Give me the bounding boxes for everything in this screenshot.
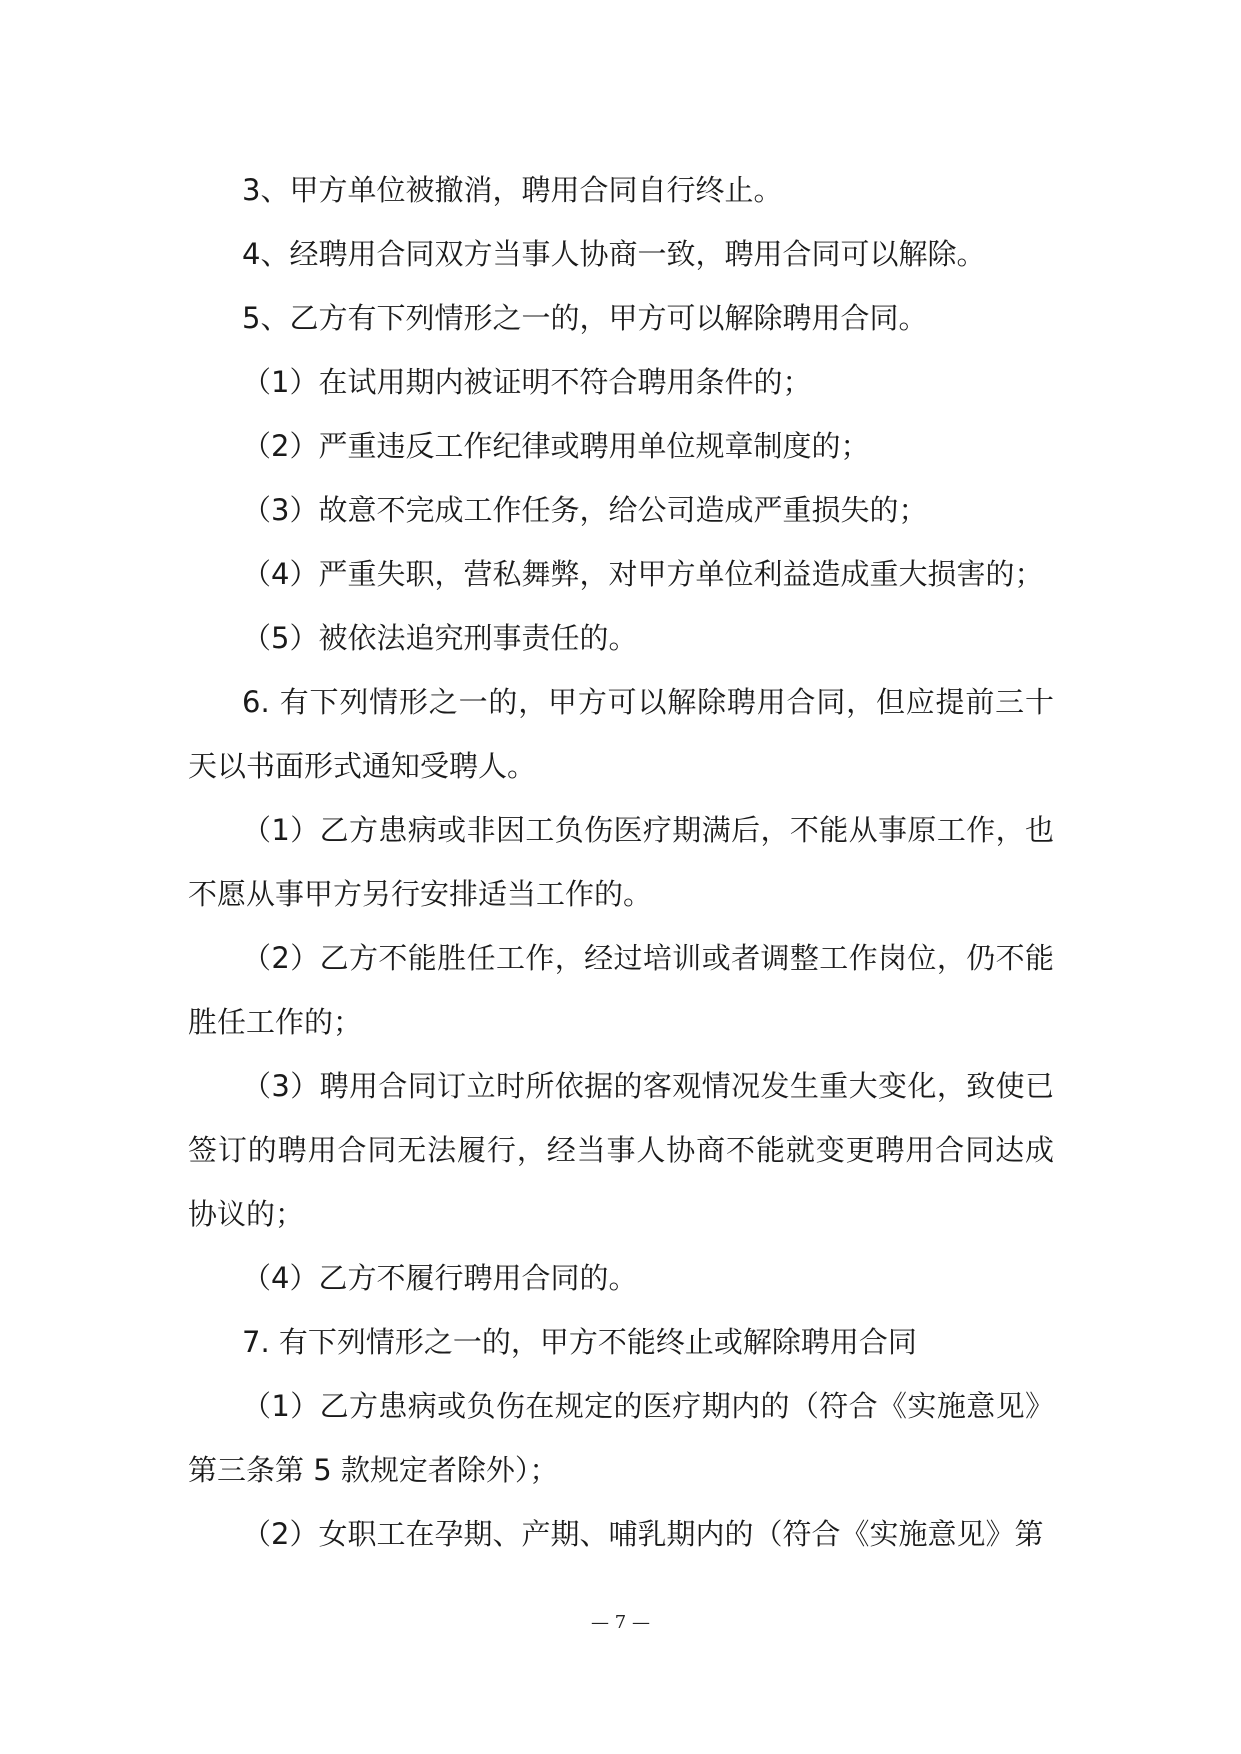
paragraph-clause-5-item-4: （4）严重失职，营私舞弊，对甲方单位利益造成重大损害的； (242, 557, 1044, 591)
paragraph-clause-5-item-2: （2）严重违反工作纪律或聘用单位规章制度的； (242, 429, 870, 463)
paragraph-clause-5-item-5: （5）被依法追究刑事责任的。 (242, 621, 638, 655)
page-number: — 7 — (591, 1612, 650, 1633)
paragraph-clause-3: 3、甲方单位被撤消，聘用合同自行终止。 (242, 173, 783, 207)
paragraph-clause-7-item-1: （1）乙方患病或负伤在规定的医疗期内的（符合《实施意见》第三条第 5 款规定者除外）； (188, 1389, 1054, 1487)
paragraph-clause-6-item-3: （3）聘用合同订立时所依据的客观情况发生重大变化，致使已签订的聘用合同无法履行，经当事人协商不能就变更聘用合同达成协议的； (188, 1069, 1054, 1231)
paragraph-clause-4: 4、经聘用合同双方当事人协商一致，聘用合同可以解除。 (242, 237, 986, 271)
paragraph-clause-6-item-1: （1）乙方患病或非因工负伤医疗期满后，不能从事原工作，也不愿从事甲方另行安排适当工作的。 (188, 813, 1054, 911)
paragraph-clause-5-item-3: （3）故意不完成工作任务，给公司造成严重损失的； (242, 493, 928, 527)
paragraph-clause-6-item-4: （4）乙方不履行聘用合同的。 (242, 1261, 638, 1295)
paragraph-clause-6-item-2: （2）乙方不能胜任工作，经过培训或者调整工作岗位，仍不能胜任工作的； (188, 941, 1054, 1039)
paragraph-clause-5-item-1: （1）在试用期内被证明不符合聘用条件的； (242, 365, 812, 399)
paragraph-clause-6: 6. 有下列情形之一的，甲方可以解除聘用合同，但应提前三十天以书面形式通知受聘人。 (188, 685, 1054, 783)
document-body (188, 158, 1054, 1566)
paragraph-clause-7: 7. 有下列情形之一的，甲方不能终止或解除聘用合同 (242, 1325, 917, 1359)
paragraph-clause-5: 5、乙方有下列情形之一的，甲方可以解除聘用合同。 (242, 301, 928, 335)
paragraph-clause-7-item-2: （2）女职工在孕期、产期、哺乳期内的（符合《实施意见》第 (242, 1517, 1044, 1551)
